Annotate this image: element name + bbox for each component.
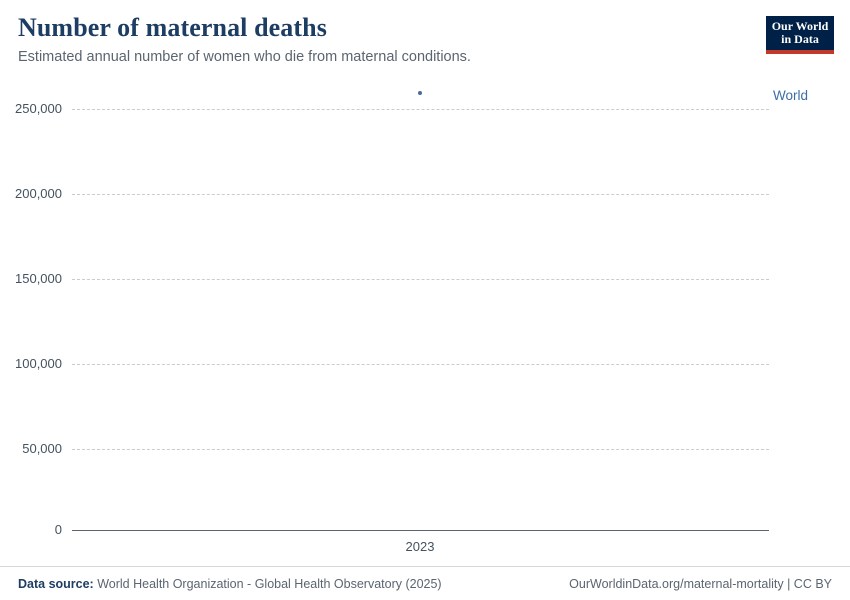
ytick-label-0: 0 [54, 522, 62, 537]
owid-logo-line2: in Data [781, 32, 819, 46]
ytick-label-100000: 100,000 [15, 356, 62, 371]
ytick-label-200000: 200,000 [15, 186, 62, 201]
chart-subtitle: Estimated annual number of women who die from maternal conditions. [18, 49, 471, 65]
data-source-label: Data source: [18, 577, 94, 591]
ytick-label-150000: 150,000 [15, 271, 62, 286]
chart-header [18, 12, 758, 66]
data-points [0, 88, 850, 558]
series-label-world[interactable]: World [773, 88, 809, 103]
page-title: Number of maternal deaths [18, 13, 327, 42]
chart-plot-area [0, 88, 850, 558]
chart-footer [0, 566, 850, 600]
data-source [18, 576, 442, 592]
owid-logo[interactable] [766, 16, 834, 54]
ytick-label-50000: 50,000 [22, 441, 62, 456]
xtick-label-2023: 2023 [405, 539, 435, 554]
owid-logo-line1: Our World [771, 19, 829, 33]
attribution-text: OurWorldinData.org/maternal-mortality | CC BY [569, 577, 832, 591]
attribution-link[interactable] [569, 576, 832, 592]
ytick-label-250000: 250,000 [15, 101, 62, 116]
data-source-value: World Health Organization - Global Health Observatory (2025) [97, 577, 442, 591]
data-point-world-2023[interactable] [418, 91, 422, 95]
